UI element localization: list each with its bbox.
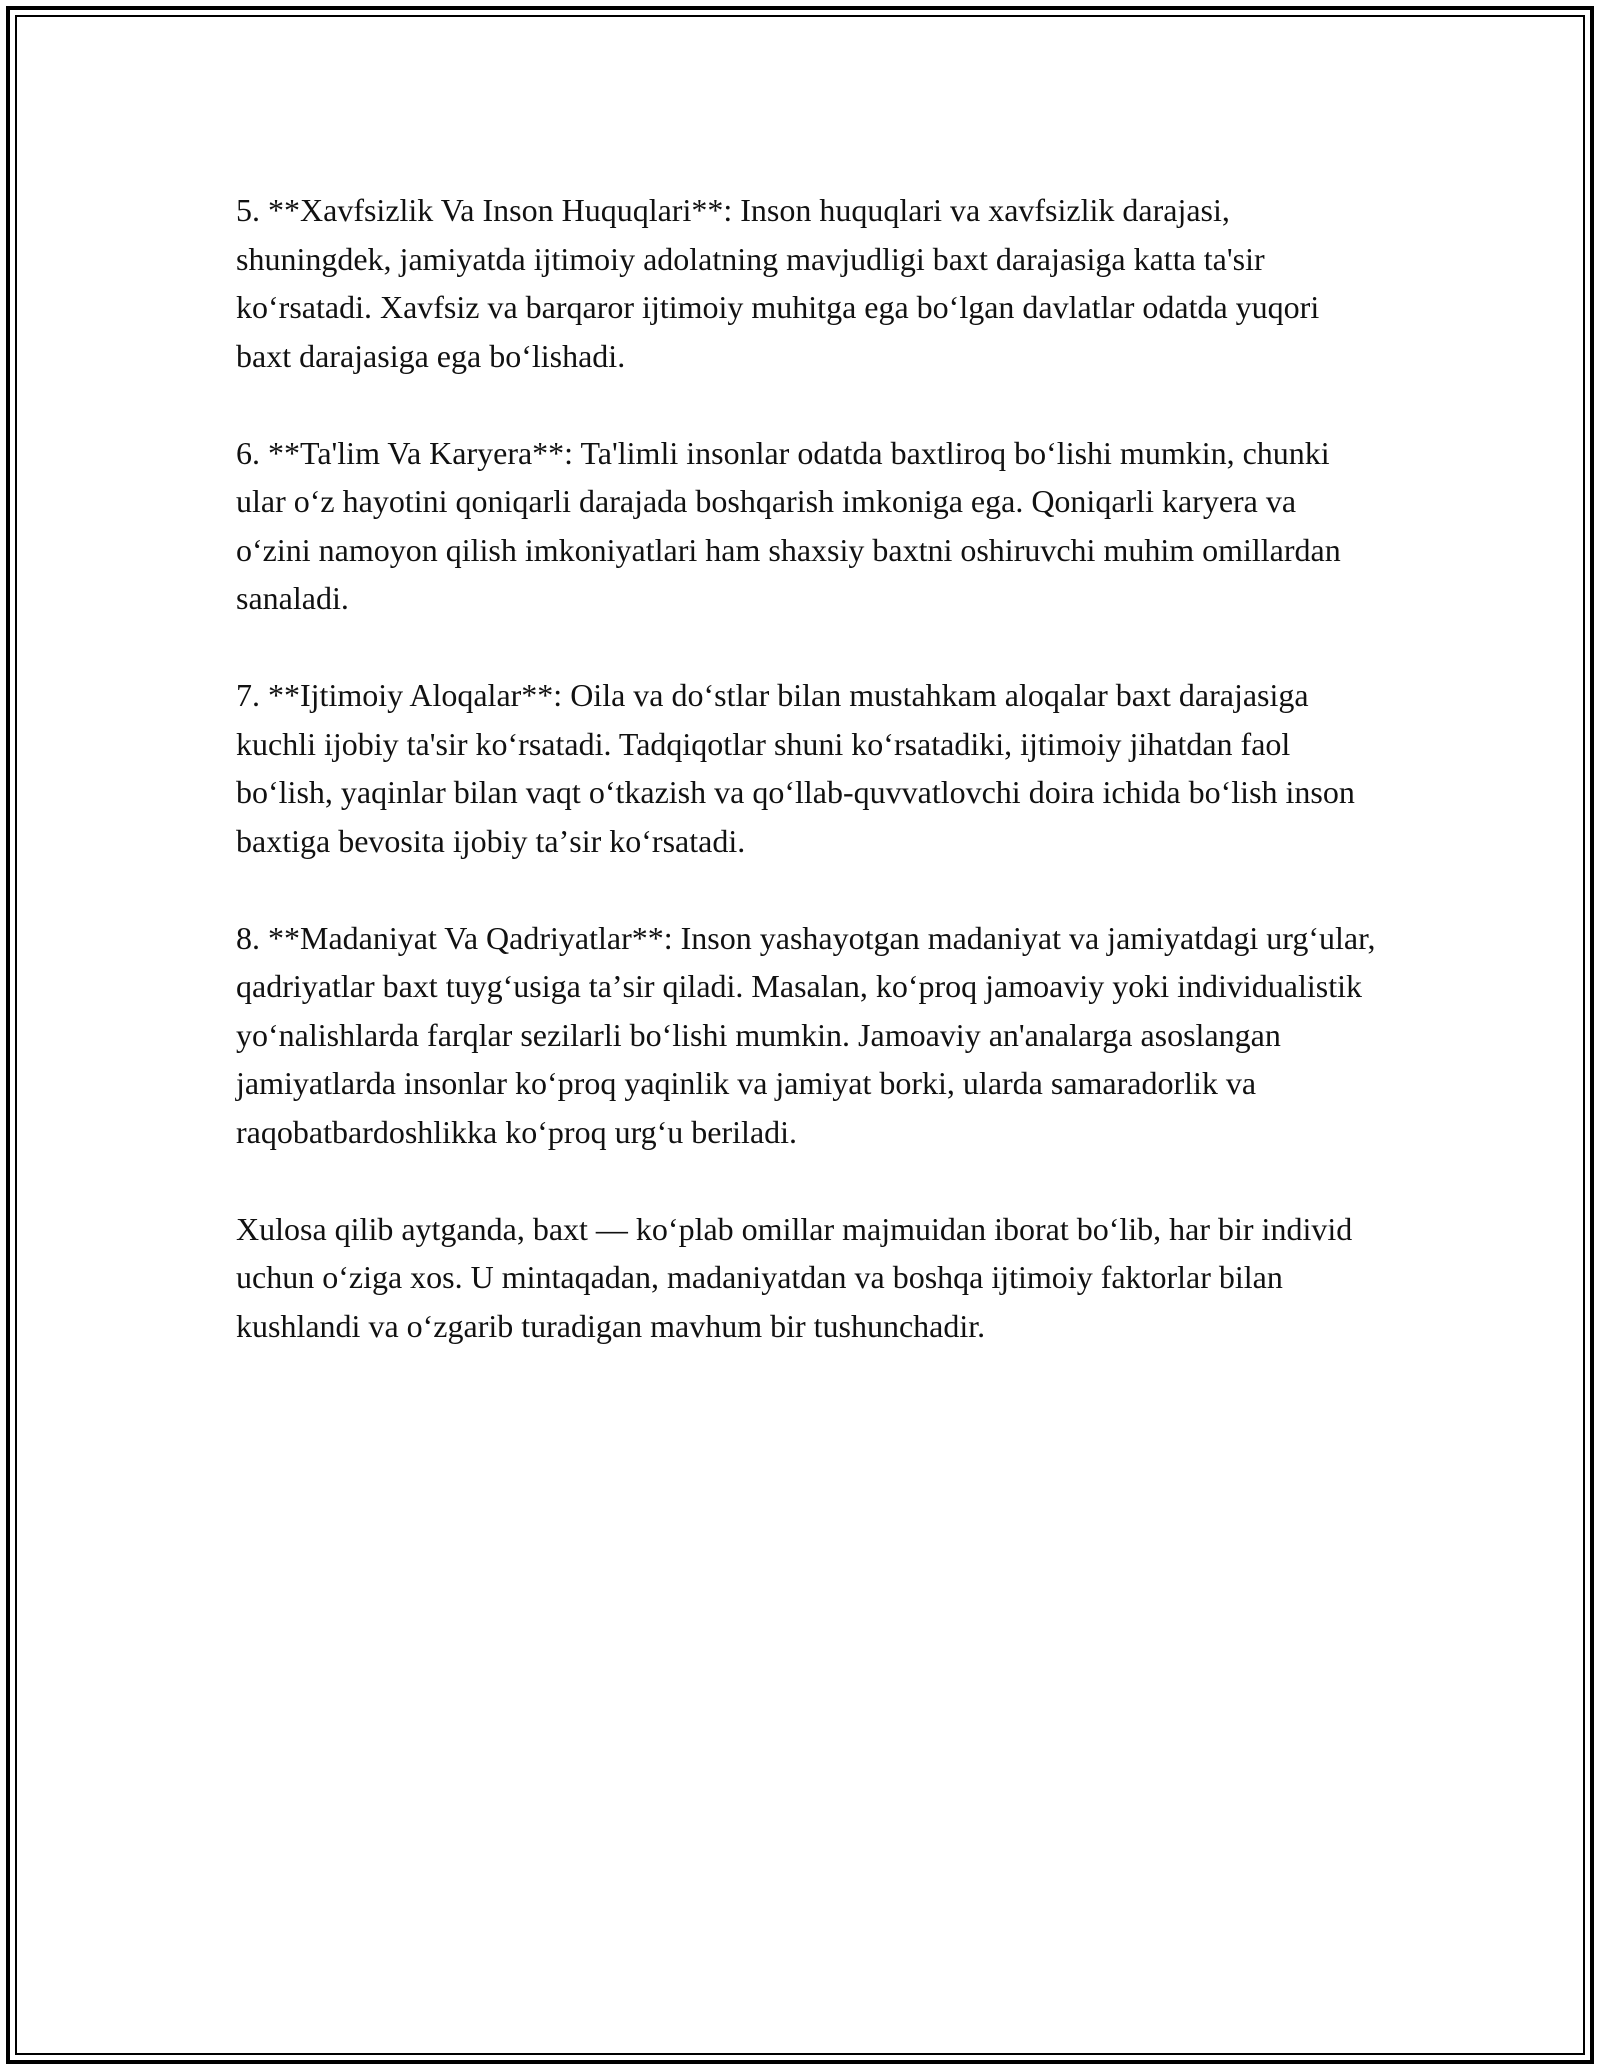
paragraph-social-relations: 7. **Ijtimoiy Aloqalar**: Oila va doʻstlar bilan mustahkam aloqalar baxt darajasiga kuchli ijobiy ta'sir koʻrsatadi. Tadqiqotlar shuni koʻrsatadiki, ijtimoiy jihatdan faol boʻlish, yaqinlar bilan vaqt oʻtkazish va qoʻllab-quvvatlovchi doira ichida boʻlish inson baxtiga bevosita ijobiy taʼsir koʻrsatadi. bbox=[236, 677, 1355, 859]
paragraph-culture-values: 8. **Madaniyat Va Qadriyatlar**: Inson yashayotgan madaniyat va jamiyatdagi urgʻular, qadriyatlar baxt tuygʻusiga taʼsir qiladi. Masalan, koʻproq jamoaviy yoki individualistik yoʻnalishlarda farqlar sezilarli boʻlishi mumkin. Jamoaviy an'analarga asoslangan jamiyatlarda insonlar koʻproq yaqinlik va jamiyat borki, ularda samaradorlik va raqobatbardoshlikka koʻproq urgʻu beriladi. bbox=[236, 919, 1376, 1150]
paragraph-education-career: 6. **Ta'lim Va Karyera**: Ta'limli insonlar odatda baxtliroq boʻlishi mumkin, chunki ular oʻz hayotini qoniqarli darajada boshqarish imkoniga ega. Qoniqarli karyera va oʻzini namoyon qilish imkoniyatlari ham shaxsiy baxtni oshiruvchi muhim omillardan sanaladi. bbox=[236, 434, 1341, 616]
paragraph-security-rights: 5. **Xavfsizlik Va Inson Huquqlari**: Inson huquqlari va xavfsizlik darajasi, shuningdek, jamiyatda ijtimoiy adolatning mavjudligi baxt darajasiga katta ta'sir koʻrsatadi. Xavfsiz va barqaror ijtimoiy muhitga ega boʻlgan davlatlar odatda yuqori baxt darajasiga ega boʻlishadi. bbox=[236, 192, 1320, 374]
paragraph-conclusion: Xulosa qilib aytganda, baxt — koʻplab omillar majmuidan iborat boʻlib, har bir individ uchun oʻziga xos. U mintaqadan, madaniyatdan va boshqa ijtimoiy faktorlar bilan kushlandi va oʻzgarib turadigan mavhum bir tushunchadir. bbox=[236, 1210, 1353, 1344]
document-body bbox=[236, 186, 1376, 1399]
